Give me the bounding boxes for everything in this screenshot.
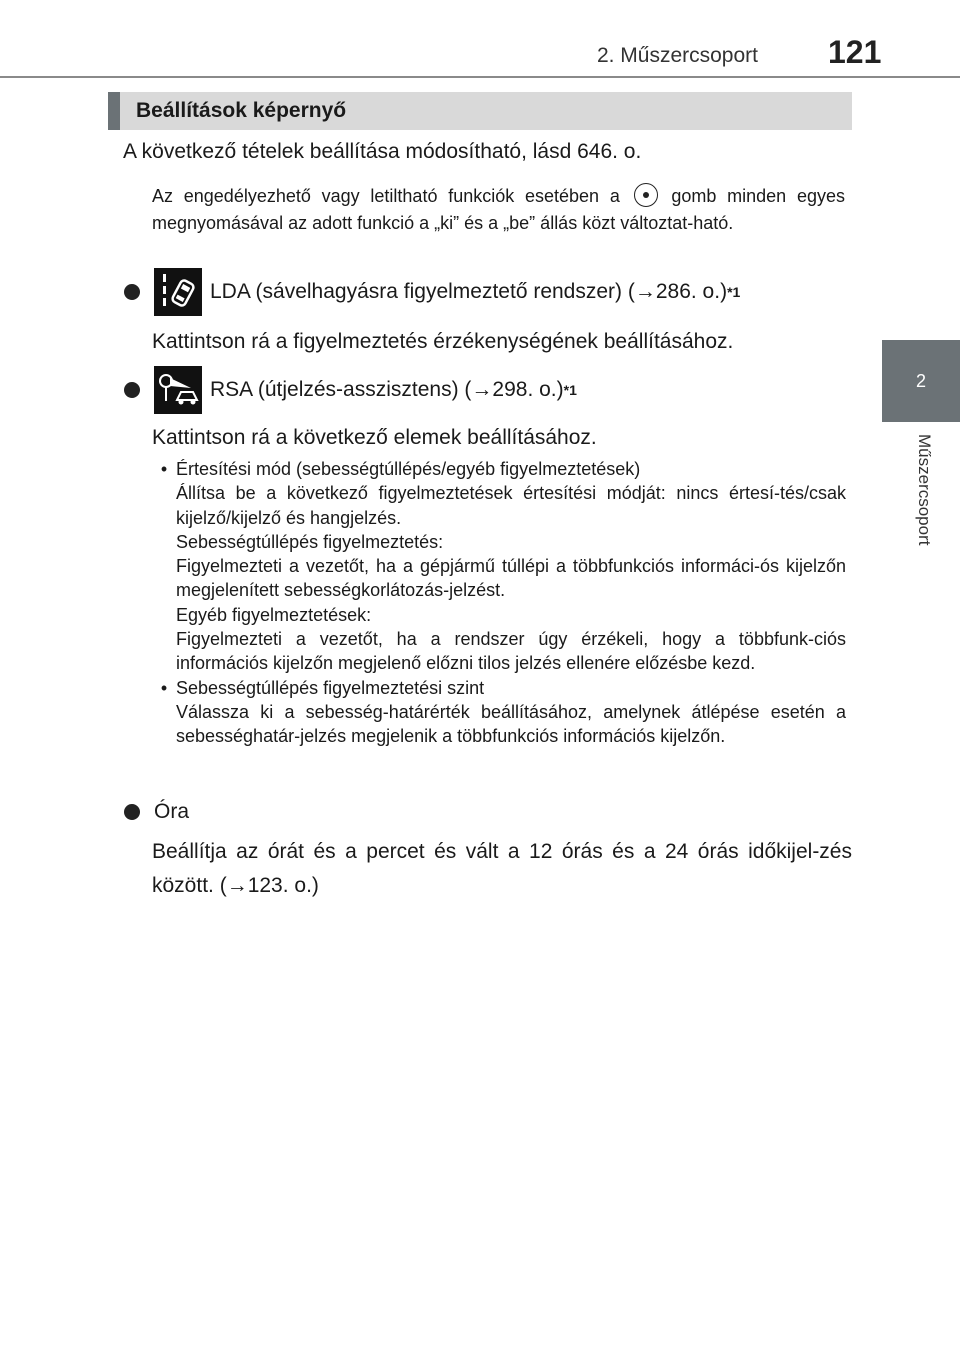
section-title: Beállítások képernyő xyxy=(136,99,347,122)
road-sign-assist-icon xyxy=(154,366,202,414)
sub-line: Sebességtúllépés figyelmeztetés: xyxy=(176,531,444,552)
note-after: gomb minden egyes megnyomásával az adott funkció a „ki” és a „be” állás közt változtat-ható. xyxy=(152,186,845,233)
lda-title: LDA (sávelhagyásra figyelmeztető rendszer) (→286. o.) xyxy=(210,280,728,303)
clock-title: Óra xyxy=(154,800,190,823)
bullet-icon xyxy=(124,804,140,820)
chapter-tab-label: Műszercsoport xyxy=(915,434,934,546)
clock-description: Beállítja az órát és a percet és vált a 12 órás és a 24 órás időkijel-zés között. (→123. o.) xyxy=(152,840,852,897)
list-item xyxy=(152,457,846,676)
lda-footnote: *1 xyxy=(727,284,741,300)
sub-line: Válassza ki a sebesség-határérték beállításához, amelynek átlépése esetén a sebességhatár-jelzés megjelenik a többfunkciós információs kijelzőn. xyxy=(176,701,846,747)
sub-bullet: • xyxy=(160,459,168,479)
sub-line: Értesítési mód (sebességtúllépés/egyéb figyelmeztetések) xyxy=(176,459,641,479)
rsa-description: Kattintson rá a következő elemek beállításához. xyxy=(152,426,597,449)
list-item-clock xyxy=(124,800,189,824)
section-title-bar xyxy=(108,92,852,130)
page-number: 121 xyxy=(828,34,882,70)
intro-text: A következő tételek beállítása módosítható, lásd 646. o. xyxy=(123,140,642,163)
list-item xyxy=(152,676,846,749)
list-item-lda xyxy=(124,268,740,316)
sub-bullet: • xyxy=(160,677,168,698)
rsa-sub-list xyxy=(152,457,846,749)
header-chapter: 2. Műszercsoport xyxy=(596,44,758,67)
lane-departure-icon xyxy=(154,268,202,316)
bullet-icon xyxy=(124,382,140,398)
chapter-tab-number: 2 xyxy=(915,370,926,391)
sub-line: Egyéb figyelmeztetések: xyxy=(176,604,372,625)
chapter-tab xyxy=(882,340,960,422)
bullet-icon xyxy=(124,284,140,300)
enter-button-icon xyxy=(634,183,658,207)
lda-description: Kattintson rá a figyelmeztetés érzékenységének beállításához. xyxy=(152,330,734,353)
rsa-footnote: *1 xyxy=(563,382,577,398)
sub-line: Figyelmezteti a vezetőt, ha a gépjármű túllépi a többfunkciós informáci-ós kijelzőn megjelenített sebességkorlátozás-jelzést. xyxy=(176,556,846,601)
sub-line: Figyelmezteti a vezetőt, ha a rendszer úgy érzékeli, hogy a többfunk-ciós információs kijelzőn megjelenő előzni tilos jelzés ellenére előzésbe kezd. xyxy=(176,629,846,674)
header-rule xyxy=(0,76,960,78)
note-before: Az engedélyezhető vagy letiltható funkciók esetében a xyxy=(152,186,620,206)
note-text xyxy=(152,183,845,237)
rsa-title: RSA (útjelzés-asszisztens) (→298. o.) xyxy=(210,378,564,401)
list-item-rsa xyxy=(124,366,577,414)
sub-line: Állítsa be a következő figyelmeztetések értesítési módját: nincs értesí-tés/csak kijelző/kijelző és hangjelzés. xyxy=(176,483,846,528)
sub-line: Sebességtúllépés figyelmeztetési szint xyxy=(176,677,485,698)
